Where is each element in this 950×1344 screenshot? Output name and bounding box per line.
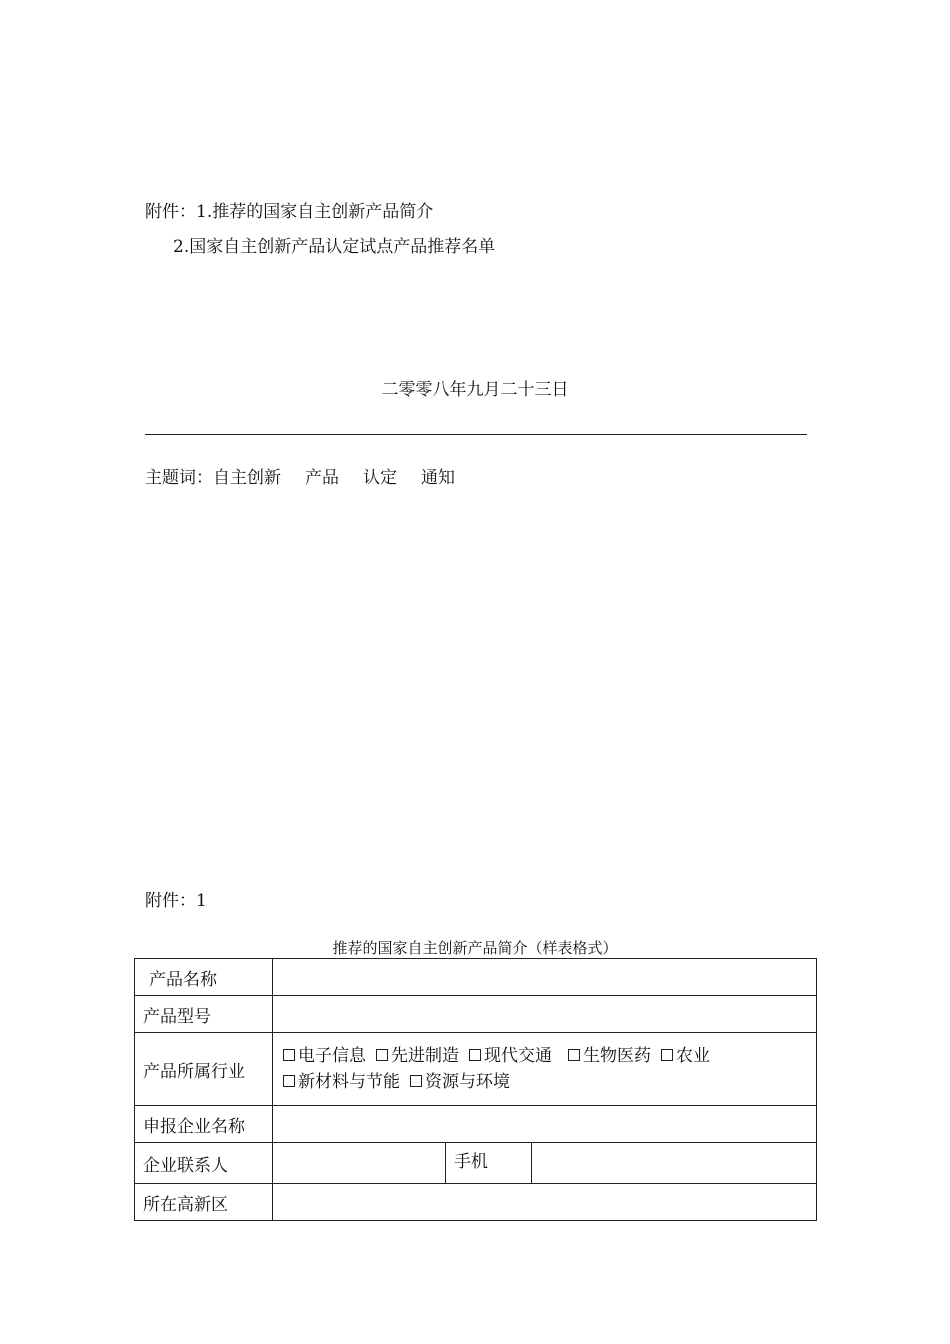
table-row: [135, 996, 817, 1033]
product-form-table: [134, 958, 817, 1221]
industry-option[interactable]: 电子信息: [283, 1046, 366, 1066]
row-label-company-name: 申报企业名称: [135, 1106, 273, 1143]
zone-cell[interactable]: [273, 1184, 817, 1221]
keyword-item: 产品: [305, 468, 339, 488]
industry-options-cell: [273, 1033, 817, 1106]
industry-option[interactable]: 生物医药: [568, 1046, 651, 1066]
keywords-line: [145, 463, 479, 488]
attachment1-label: 附件：1: [145, 891, 207, 911]
row-label-zone: 所在高新区: [135, 1184, 273, 1221]
row-label-product-name: 产品名称: [135, 959, 273, 996]
company-name-cell[interactable]: [273, 1106, 817, 1143]
product-model-cell[interactable]: [273, 996, 817, 1033]
keyword-item: 自主创新: [213, 468, 281, 488]
checkbox-icon[interactable]: [376, 1049, 388, 1061]
attachment-line-2: 2.国家自主创新产品认定试点产品推荐名单: [173, 237, 496, 257]
horizontal-rule: [145, 434, 807, 435]
checkbox-icon[interactable]: [283, 1049, 295, 1061]
row-label-product-model: 产品型号: [135, 996, 273, 1033]
checkbox-icon[interactable]: [410, 1075, 422, 1087]
checkbox-icon[interactable]: [661, 1049, 673, 1061]
attachment-line-1: 附件：1.推荐的国家自主创新产品简介: [145, 202, 434, 222]
row-label-contact: 企业联系人: [135, 1143, 273, 1184]
table-title: 推荐的国家自主创新产品简介（样表格式）: [332, 939, 618, 957]
industry-option[interactable]: 新材料与节能: [283, 1072, 400, 1092]
table-row: [135, 1033, 817, 1106]
keyword-item: 通知: [421, 468, 455, 488]
checkbox-icon[interactable]: [568, 1049, 580, 1061]
row-label-industry: 产品所属行业: [135, 1033, 273, 1106]
checkbox-icon[interactable]: [469, 1049, 481, 1061]
industry-option[interactable]: 现代交通: [469, 1046, 552, 1066]
industry-option[interactable]: 先进制造: [376, 1046, 459, 1066]
keywords-label: 主题词：: [145, 468, 213, 488]
checkbox-icon[interactable]: [283, 1075, 295, 1087]
table-row: [135, 959, 817, 996]
table-row: [135, 1184, 817, 1221]
mobile-cell[interactable]: [532, 1143, 817, 1184]
industry-option[interactable]: 农业: [661, 1046, 710, 1066]
industry-option[interactable]: 资源与环境: [410, 1072, 510, 1092]
table-row: [135, 1143, 817, 1184]
document-date: 二零零八年九月二十三日: [381, 380, 569, 400]
table-row: [135, 1106, 817, 1143]
row-label-mobile: 手机: [446, 1143, 532, 1184]
product-name-cell[interactable]: [273, 959, 817, 996]
contact-cell[interactable]: [273, 1143, 446, 1184]
keyword-item: 认定: [363, 468, 397, 488]
